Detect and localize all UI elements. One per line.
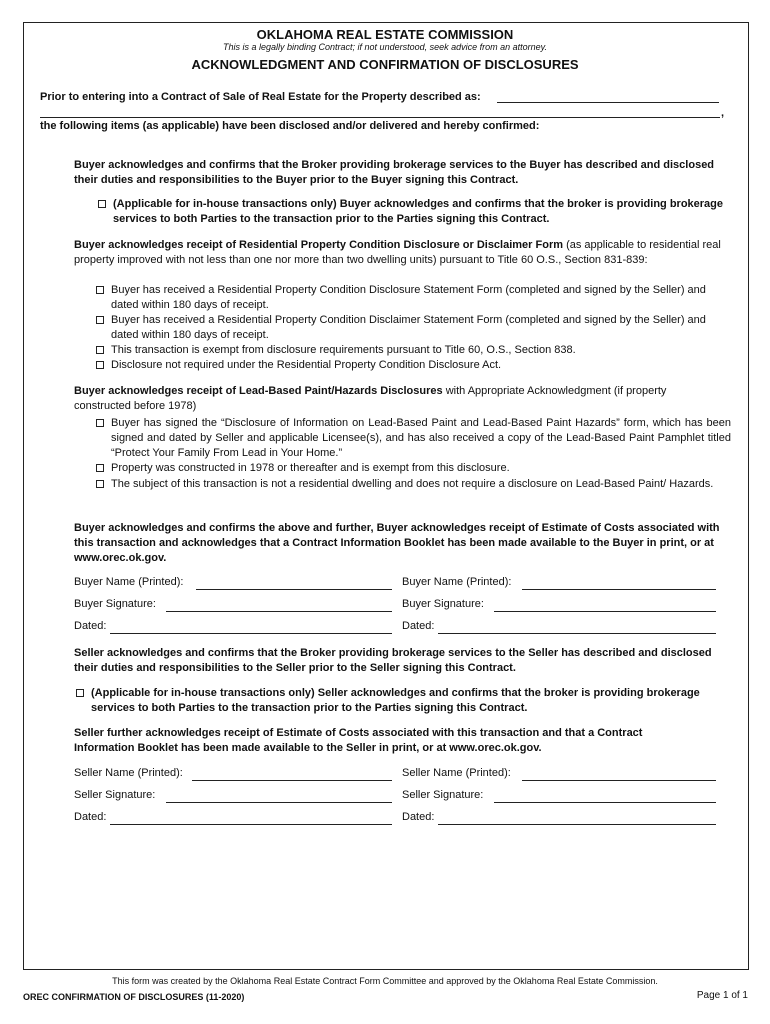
buyer-inhouse-text: (Applicable for in-house transactions only) Buyer acknowledges and confirms that the broker is providing brokerage services to both Parties to the transaction prior to the Parties signing this Contract.	[113, 198, 724, 225]
buyer-dated-label-2: Dated:	[402, 620, 435, 632]
lead-exempt-checkbox[interactable]	[96, 464, 104, 472]
seller-name-field-2[interactable]	[522, 780, 716, 781]
seller-inhouse-checkbox[interactable]	[76, 689, 84, 697]
rpcd-option-text: Disclosure not required under the Residential Property Condition Disclosure Act.	[111, 359, 502, 371]
buyer-lead-bold: Buyer acknowledges receipt of Lead-Based Paint/Hazards Disclosures	[74, 385, 443, 397]
seller-signature-field-1[interactable]	[166, 802, 392, 803]
seller-dated-label-2: Dated:	[402, 811, 435, 823]
rpcd-not-required-checkbox[interactable]	[96, 361, 104, 369]
rpcd-option-text: Buyer has received a Residential Property Condition Disclaimer Statement Form (completed and signed by the Seller) and dated within 180 days of receipt.	[111, 314, 706, 341]
buyer-estimate-statement: Buyer acknowledges and confirms the above and further, Buyer acknowledges receipt of Estimate of Costs associated with this transaction and acknowledges that a Contract Information Booklet has been made available to the Buyer in print, or at www.orec.ok.gov.	[74, 522, 720, 564]
buyer-name-field-1[interactable]	[196, 589, 392, 590]
seller-inhouse-text: (Applicable for in-house transactions only) Seller acknowledges and confirms that the broker is providing brokerage services to both Parties to the transaction prior to the Parties signing this Contract.	[91, 687, 700, 714]
lead-option-exempt	[111, 461, 731, 476]
form-heading: ACKNOWLEDGMENT AND CONFIRMATION OF DISCLOSURES	[191, 57, 579, 72]
form-subtitle: This is a legally binding Contract; if not understood, seek advice from an attorney.	[222, 42, 547, 52]
rpcd-option-disclaimer	[111, 313, 731, 343]
rpcd-option-text: This transaction is exempt from disclosure requirements pursuant to Title 60, O.S., Section 838.	[111, 344, 576, 356]
buyer-rpcd-bold: Buyer acknowledges receipt of Residential Property Condition Disclosure or Disclaimer Form	[74, 239, 564, 251]
intro-line-2: the following items (as applicable) have been disclosed and/or delivered and hereby confirmed:	[40, 120, 540, 132]
buyer-name-label-1: Buyer Name (Printed):	[74, 576, 184, 588]
seller-name-field-1[interactable]	[192, 780, 392, 781]
lead-option-signed	[111, 416, 731, 461]
form-title: OKLAHOMA REAL ESTATE COMMISSION	[256, 27, 514, 42]
form-id: OREC CONFIRMATION OF DISCLOSURES (11-2020)	[23, 992, 245, 1002]
lead-option-text: Property was constructed in 1978 or thereafter and is exempt from this disclosure.	[111, 462, 510, 474]
lead-signed-checkbox[interactable]	[96, 419, 104, 427]
property-description-field-1[interactable]	[497, 102, 719, 103]
seller-signature-field-2[interactable]	[494, 802, 716, 803]
buyer-signature-field-2[interactable]	[494, 611, 716, 612]
lead-option-text: Buyer has signed the “Disclosure of Information on Lead-Based Paint and Lead-Based Paint Hazards” form, which has been signed and dated by Seller and applicable Licensee(s), and has also received a copy of the Lead-Based Paint Pamphlet titled “Protect Your Family From Lead in Your Home.”	[111, 417, 731, 459]
buyer-name-field-2[interactable]	[522, 589, 716, 590]
seller-dated-label-1: Dated:	[74, 811, 107, 823]
rpcd-option-disclosure	[111, 283, 731, 313]
property-description-field-2[interactable]	[40, 117, 720, 118]
buyer-rpcd-rest: (as applicable to residential real property improved with not less than one nor more than two dwelling units) pursuant to Title 60 O.S., Section 831-839:	[74, 239, 721, 266]
page-number: Page 1 of 1	[696, 990, 748, 1001]
rpcd-option-exempt	[111, 343, 731, 358]
seller-inhouse-option	[91, 686, 721, 716]
lead-not-residential-checkbox[interactable]	[96, 480, 104, 488]
buyer-inhouse-option	[113, 197, 725, 227]
buyer-lead-rest: with Appropriate Acknowledgment (if property constructed before 1978)	[74, 385, 667, 412]
seller-dated-field-1[interactable]	[110, 824, 392, 825]
buyer-signature-field-1[interactable]	[166, 611, 392, 612]
buyer-broker-duties: Buyer acknowledges and confirms that the Broker providing brokerage services to the Buyer has described and disclosed their duties and responsibilities to the Buyer prior to the Buyer signing this Contract.	[74, 159, 715, 186]
seller-signature-label-1: Seller Signature:	[74, 789, 156, 801]
buyer-inhouse-checkbox[interactable]	[98, 200, 106, 208]
buyer-dated-label-1: Dated:	[74, 620, 107, 632]
buyer-name-label-2: Buyer Name (Printed):	[402, 576, 512, 588]
intro-comma: ,	[721, 107, 725, 119]
buyer-dated-field-1[interactable]	[110, 633, 392, 634]
lead-option-not-residential	[111, 477, 731, 492]
rpcd-option-text: Buyer has received a Residential Property Condition Disclosure Statement Form (completed and signed by the Seller) and dated within 180 days of receipt.	[111, 284, 706, 311]
buyer-lead-statement	[74, 384, 724, 414]
buyer-rpcd-statement	[74, 238, 724, 268]
footer-note: This form was created by the Oklahoma Real Estate Contract Form Committee and approved by the Oklahoma Real Estate Commission.	[112, 976, 658, 986]
seller-signature-label-2: Seller Signature:	[402, 789, 484, 801]
intro-line-1: Prior to entering into a Contract of Sale of Real Estate for the Property described as:	[40, 91, 481, 103]
rpcd-exempt-checkbox[interactable]	[96, 346, 104, 354]
rpcd-option-not-required	[111, 358, 731, 373]
buyer-signature-label-2: Buyer Signature:	[402, 598, 484, 610]
lead-option-text: The subject of this transaction is not a residential dwelling and does not require a disclosure on Lead-Based Paint/ Hazards.	[111, 478, 714, 490]
seller-estimate-statement: Seller further acknowledges receipt of Estimate of Costs associated with this transaction and that a Contract Information Booklet has been made available to the Seller in print, or at www.orec.ok.gov.	[74, 727, 643, 754]
buyer-dated-field-2[interactable]	[438, 633, 716, 634]
buyer-signature-label-1: Buyer Signature:	[74, 598, 156, 610]
seller-name-label-2: Seller Name (Printed):	[402, 767, 511, 779]
rpcd-disclaimer-checkbox[interactable]	[96, 316, 104, 324]
seller-dated-field-2[interactable]	[438, 824, 716, 825]
seller-broker-duties: Seller acknowledges and confirms that the Broker providing brokerage services to the Seller has described and disclosed their duties and responsibilities to the Seller prior to the Seller signing this Contract.	[74, 647, 712, 674]
seller-name-label-1: Seller Name (Printed):	[74, 767, 183, 779]
rpcd-disclosure-checkbox[interactable]	[96, 286, 104, 294]
